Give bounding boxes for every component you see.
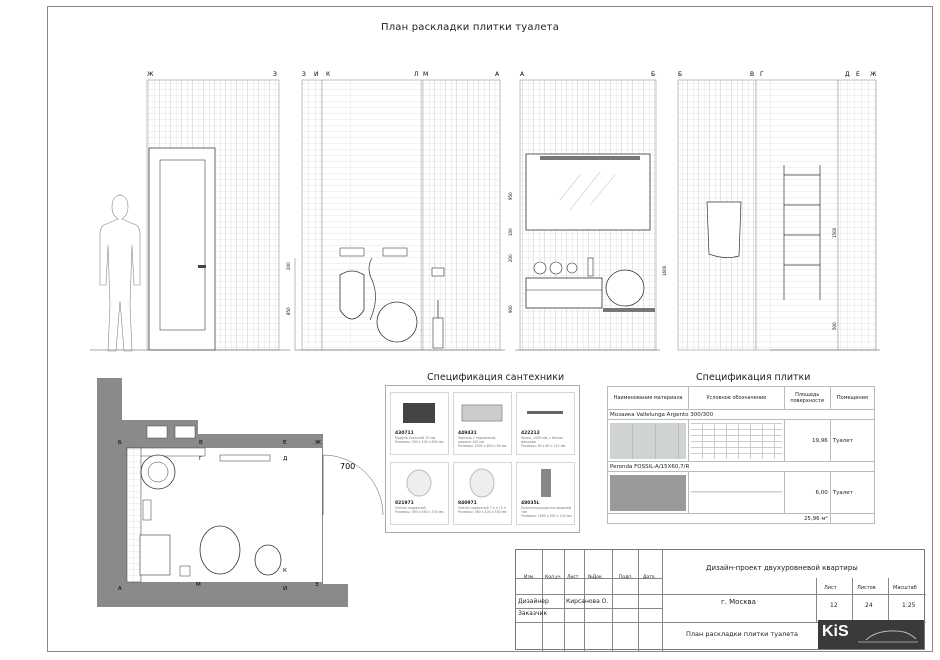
plan-letter-b: Б (118, 440, 122, 446)
e4-letter-5: Е (856, 71, 860, 78)
designer-name: Кирсанова О. (566, 598, 609, 605)
city: г. Москва (721, 598, 756, 606)
tile-swatch (608, 472, 689, 514)
e3-dim-4: 900 (508, 305, 513, 313)
e2-letter-1: З (302, 71, 306, 78)
plan-letter-i: И (283, 586, 288, 592)
floor-plan (97, 378, 383, 607)
page-title: План раскладки плитки туалета (380, 22, 560, 33)
plan-bidet (255, 545, 281, 575)
sheet-number: 12 (830, 602, 838, 609)
plan-letter-z: З (315, 582, 319, 588)
door-width: 700 (340, 462, 356, 471)
tile-row-name: Peronda FOSSIL-A/15X60,7/R (608, 462, 875, 472)
bidet-image (395, 467, 444, 499)
sanitary-item: 48035L Полотенцесушитель водяной тип Размеры: 1500 х 400 х 100 мм (516, 462, 575, 525)
tile-swatch (608, 420, 689, 462)
plan-letter-e: Е (283, 440, 287, 446)
plan-washbasin (141, 455, 175, 489)
e3-dim-1: 950 (508, 192, 513, 200)
towel (707, 202, 741, 258)
elevation-1 (90, 80, 290, 351)
sanitary-spec (385, 385, 580, 533)
e3-dim-5: 1600 (662, 265, 667, 276)
sanitary-item: 840971 Унитаз подвесной 7,4 л / 5 л Размеры: 560 х 400 х 350 мм (453, 462, 512, 525)
elevation-3 (515, 80, 660, 350)
plan-letter-v: В (199, 440, 203, 446)
sheets-total: 24 (865, 602, 873, 609)
e3-right-letter: Б (651, 71, 656, 78)
e4-dim-1: 1500 (832, 227, 837, 238)
sanitary-item: 430711 Модуль стальной 70 мм Размеры: 350 х 130 х 800 мм (390, 392, 449, 455)
sanitary-item: 422212 Полка, 1000 мм, с белым фасадом Размеры: 60 х 80 х 210 мм (516, 392, 575, 455)
human-silhouette (100, 195, 140, 351)
elevation-4 (678, 80, 880, 350)
sanitary-spec-title: Спецификация сантехники (427, 372, 565, 383)
e2-letter-2: И (314, 71, 319, 78)
e2-dim-2: 850 (286, 307, 291, 315)
tile-spec-title: Спецификация плитки (696, 372, 811, 383)
mirror-image (458, 397, 507, 429)
car-icon (818, 620, 924, 649)
e2-letter-5: М (423, 71, 429, 78)
e4-left-letter: Б (678, 71, 683, 78)
project-name: Дизайн-проект двухуровневой квартиры (706, 564, 858, 572)
e4-letter-6: Ж (870, 71, 877, 78)
toilet (377, 302, 417, 342)
toilet-image (458, 467, 507, 499)
tile-spec-table: Наименование материала Условное обозначение Площадь поверхности Помещения Мозаика Vallelunga Argento 300/300 19,96 Туалет Peronda FOSSIL-A/15X60,7/R 6,00 Туалет 25,96 м² (607, 386, 875, 524)
bidet (340, 271, 364, 319)
e3-dim-3: 200 (508, 254, 513, 262)
cabinet-image (395, 397, 444, 429)
e3-left-letter: А (520, 71, 525, 78)
vanity (526, 278, 602, 308)
e3-dim-2: 100 (508, 228, 513, 236)
plan-toilet (200, 526, 240, 574)
plan-letter-g: Г (199, 456, 203, 462)
e4-letter-4: Д (845, 71, 850, 78)
shelf-image (521, 397, 570, 429)
washbasin (606, 270, 644, 306)
e2-letter-6: А (495, 71, 500, 78)
e4-letter-2: В (750, 71, 755, 78)
scale: 1:25 (902, 602, 916, 609)
plan-letter-zh: Ж (315, 440, 321, 446)
e2-dim-1: 200 (286, 262, 291, 270)
towel-rail-image (521, 467, 570, 499)
plan-letter-k: К (283, 568, 287, 574)
title-block: Изм. Кол.уч Лист №Док. Подп. Дата Дизайнер Кирсанова О. Заказчик Дизайн-проект двухуровневой квартиры г. Москва Лист Листов Масштаб 12 24 1:25 План раскладки плитки туалета (515, 549, 925, 650)
e4-letter-3: Г (760, 71, 764, 78)
tile-total: 25,96 м² (608, 514, 831, 524)
e2-letter-3: К (326, 71, 331, 78)
customer-label: Заказчик (518, 610, 548, 617)
company-logo: KiS (818, 620, 924, 649)
sanitary-item: 821971 Унитаз подвесной Размеры: 360 х 560 х 330 мм (390, 462, 449, 525)
e2-letter-4: Л (414, 71, 419, 78)
designer-label: Дизайнер (518, 598, 549, 605)
mirror (526, 154, 650, 230)
plan-letter-m: М (196, 582, 201, 588)
sanitary-item: 449431 Зеркало с подсветкой, ширина 100 мм Размеры: 1000 х 800 х 60 мм (453, 392, 512, 455)
plan-letter-d: Д (283, 456, 288, 462)
tile-row-name: Мозаика Vallelunga Argento 300/300 (608, 410, 875, 420)
elevation-2 (295, 80, 505, 350)
plan-letter-a: А (118, 586, 122, 592)
e1-right-letter: З (273, 71, 277, 78)
e4-dim-2: 500 (832, 322, 837, 330)
e1-left-letter: Ж (147, 71, 154, 78)
drawing-name: План раскладки плитки туалета (686, 630, 798, 638)
